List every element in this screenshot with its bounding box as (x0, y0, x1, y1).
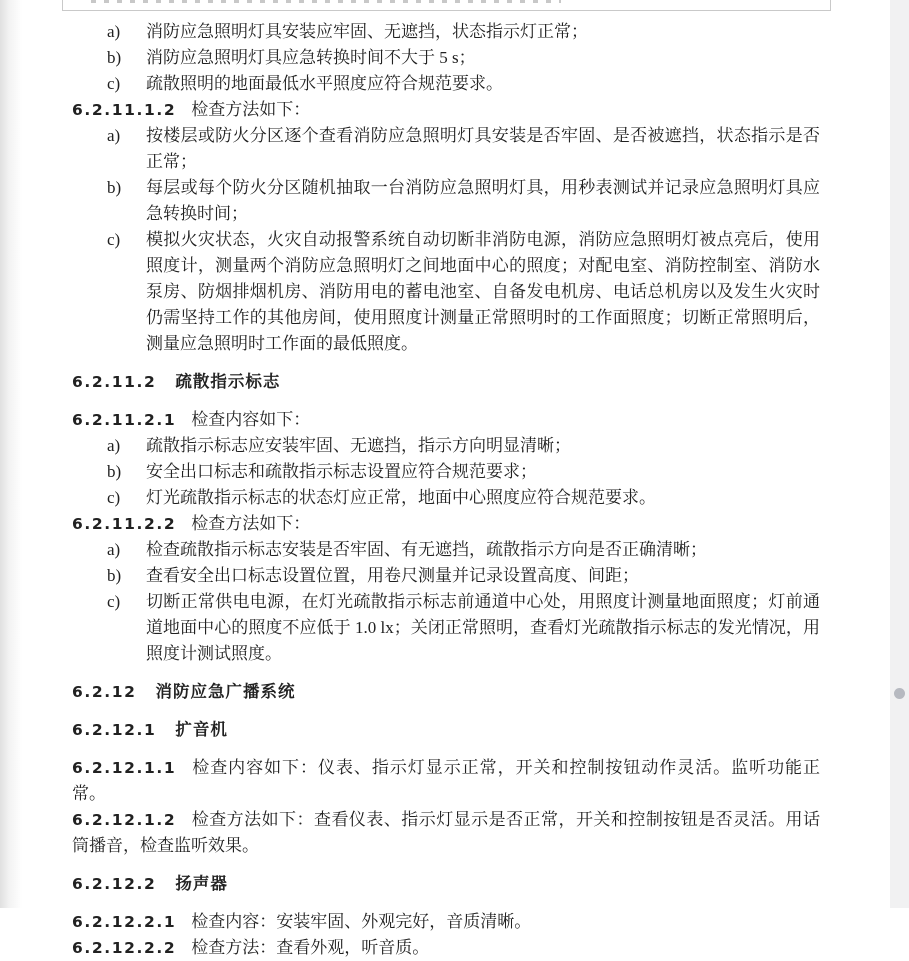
section-heading-6.2.12.2 (72, 871, 820, 897)
list-item-text: 疏散指示标志应安装牢固、无遮挡，指示方向明显清晰； (146, 436, 571, 455)
section-heading-6.2.12.1 (72, 717, 820, 743)
clause-number: 6.2.12.1.1 (72, 759, 177, 777)
list-item-label: c) (107, 488, 121, 507)
section-title: 消防应急广播系统 (155, 682, 296, 701)
list-item-a-0 (72, 19, 820, 45)
clause-6.2.11.2.1 (72, 407, 820, 433)
list-item-text: 疏散照明的地面最低水平照度应符合规范要求。 (146, 74, 503, 93)
section-number: 6.2.12.1 (72, 721, 157, 739)
scrollbar-gutter (890, 0, 909, 908)
clause-text: 检查内容如下：仪表、指示灯显示正常，开关和控制按钮动作灵活。监听功能正常。 (72, 758, 820, 803)
clause-number: 6.2.11.1.2 (72, 101, 177, 119)
list-item-label: c) (107, 592, 121, 611)
list-item-c-2 (72, 71, 820, 97)
list-item-label: a) (107, 436, 121, 455)
list-item-text: 检查疏散指示标志安装是否牢固、有无遮挡，疏散指示方向是否正确清晰； (146, 540, 707, 559)
list-item-label: c) (107, 230, 121, 249)
list-item-c-6 (72, 227, 820, 357)
scrollbar-thumb[interactable] (894, 688, 905, 699)
clause-text: 检查内容：安装牢固、外观完好，音质清晰。 (191, 912, 532, 931)
section-number: 6.2.12.2 (72, 875, 157, 893)
clause-number: 6.2.11.2.1 (72, 411, 177, 429)
section-title: 扬声器 (175, 874, 228, 893)
page-left-shadow (0, 0, 22, 908)
list-item-label: b) (107, 178, 122, 197)
clause-6.2.11.2.2 (72, 511, 820, 537)
clause-number: 6.2.12.2.1 (72, 913, 177, 931)
list-item-b-10 (72, 459, 820, 485)
clause-number: 6.2.12.1.2 (72, 811, 177, 829)
list-item-text: 切断正常供电电源，在灯光疏散指示标志前通道中心处，用照度计测量地面照度；灯前通道地面中心的照度不应低于 1.0 lx；关闭正常照明，查看灯光疏散指示标志的发光情况，用照度计测试照度。 (146, 592, 820, 663)
list-item-label: c) (107, 74, 121, 93)
list-item-b-1 (72, 45, 820, 71)
clause-text: 检查方法如下： (191, 514, 311, 533)
section-heading-6.2.12 (72, 679, 820, 705)
list-item-a-9 (72, 433, 820, 459)
list-item-label: b) (107, 566, 122, 585)
section-heading-6.2.11.2 (72, 369, 820, 395)
clause-6.2.11.1.2 (72, 97, 820, 123)
list-item-label: b) (107, 462, 122, 481)
clause-6.2.12.1.1 (72, 755, 820, 807)
list-item-c-15 (72, 589, 820, 667)
section-title: 疏散指示标志 (175, 372, 281, 391)
list-item-label: a) (107, 22, 121, 41)
clause-text: 检查方法如下： (191, 100, 311, 119)
clause-6.2.12.1.2 (72, 807, 820, 859)
list-item-text: 灯光疏散指示标志的状态灯应正常，地面中心照度应符合规范要求。 (146, 488, 656, 507)
clause-number: 6.2.11.2.2 (72, 515, 177, 533)
list-item-b-14 (72, 563, 820, 589)
document-page (72, 0, 820, 961)
list-item-label: b) (107, 48, 122, 67)
clause-text: 检查内容如下： (191, 410, 311, 429)
section-number: 6.2.11.2 (72, 373, 157, 391)
list-item-label: a) (107, 540, 121, 559)
list-item-text: 每层或每个防火分区随机抽取一台消防应急照明灯具，用秒表测试并记录应急照明灯具应急转换时间； (146, 178, 820, 223)
section-number: 6.2.12 (72, 683, 137, 701)
list-item-label: a) (107, 126, 121, 145)
clause-text: 检查方法如下：查看仪表、指示灯显示是否正常，开关和控制按钮是否灵活。用话筒播音，检查监听效果。 (72, 810, 820, 855)
list-item-text: 按楼层或防火分区逐个查看消防应急照明灯具安装是否牢固、是否被遮挡，状态指示是否正常； (146, 126, 820, 171)
clause-6.2.12.2.1 (72, 909, 820, 935)
list-item-b-5 (72, 175, 820, 227)
list-item-a-4 (72, 123, 820, 175)
list-item-c-11 (72, 485, 820, 511)
list-item-text: 查看安全出口标志设置位置，用卷尺测量并记录设置高度、间距； (146, 566, 639, 585)
list-item-text: 模拟火灾状态，火灾自动报警系统自动切断非消防电源，消防应急照明灯被点亮后，使用照度计，测量两个消防应急照明灯之间地面中心的照度；对配电室、消防控制室、消防水泵房、防烟排烟机房、消防用电的蓄电池室、自备发电机房、电话总机房以及发生火灾时仍需坚持工作的其他房间，使用照度计测量正常照明时的工作面照度；切断正常照明后，测量应急照明时工作面的最低照度。 (146, 230, 820, 353)
clause-6.2.12.2.2 (72, 935, 820, 961)
section-title: 扩音机 (175, 720, 228, 739)
list-item-text: 消防应急照明灯具安装应牢固、无遮挡，状态指示灯正常； (146, 22, 588, 41)
list-item-a-13 (72, 537, 820, 563)
clause-number: 6.2.12.2.2 (72, 939, 177, 957)
clause-text: 检查方法：查看外观，听音质。 (191, 938, 430, 957)
list-item-text: 消防应急照明灯具应急转换时间不大于 5 s； (146, 48, 476, 67)
list-item-text: 安全出口标志和疏散指示标志设置应符合规范要求； (146, 462, 537, 481)
